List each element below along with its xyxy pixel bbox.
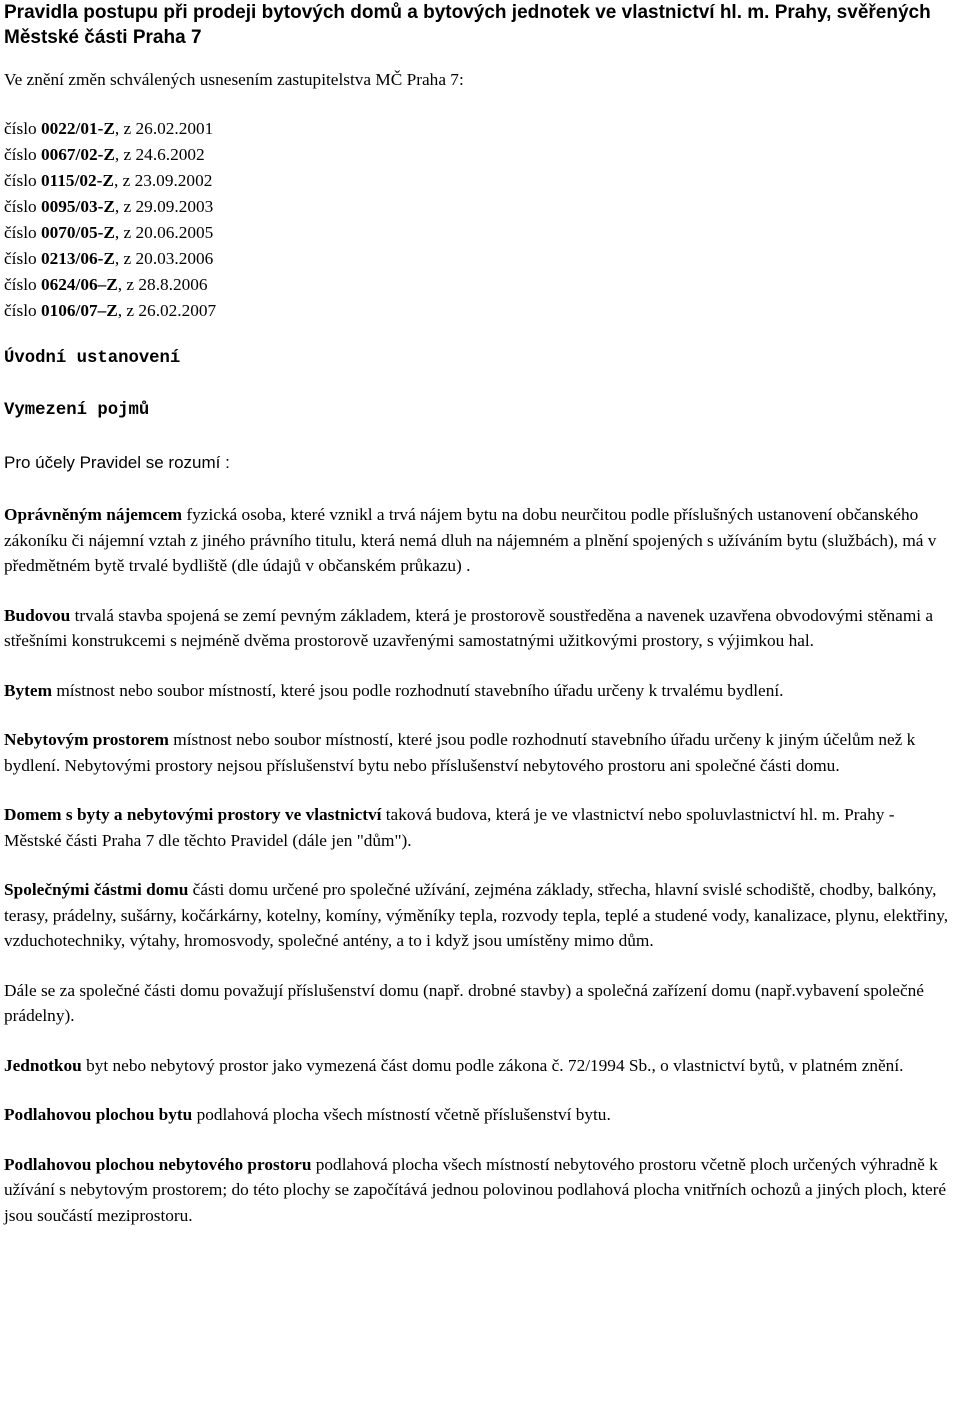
intro-text: Pro účely Pravidel se rozumí : (4, 453, 230, 472)
resolutions-list (4, 116, 956, 324)
definition-text: taková budova, která je ve vlastnictví nebo spoluvlastnictví hl. m. Prahy - Městské části Praha 7 dle těchto Pravidel (dále jen "dům"). (4, 805, 895, 850)
definition-text: místnost nebo soubor místností, které jsou podle rozhodnutí stavebního úřadu určeny k jiným účelům než k bydlení. Nebytovými prostory nejsou příslušenství bytu nebo příslušenství nebytového prostoru ani společné části domu. (4, 730, 916, 775)
definition-podlahova-plocha-bytu (4, 1102, 956, 1128)
subsection-heading: Vymezení pojmů (4, 401, 150, 420)
definition-podlahova-plocha-nebytoveho-prostoru (4, 1152, 956, 1229)
resolution-item: číslo 0213/06-Z, z 20.03.2006 (4, 249, 214, 268)
definition-term: Budovou (4, 605, 71, 625)
definition-opravneny-najemce (4, 502, 956, 579)
resolution-item: číslo 0067/02-Z, z 24.6.2002 (4, 145, 205, 164)
definition-byt (4, 678, 956, 704)
definition-term: Podlahovou plochou nebytového prostoru (4, 1154, 312, 1174)
definition-text: podlahová plocha všech místností nebytového prostoru včetně ploch určených výhradně k užívání s nebytovým prostorem; do této plochy se započítává jednou polovinou podlahová plocha vnitřních ochozů a jiných ploch, které jsou součástí meziprostoru. (4, 1154, 947, 1225)
definition-nebytovy-prostor (4, 727, 956, 778)
definition-dum (4, 802, 956, 853)
resolution-item: číslo 0070/05-Z, z 20.06.2005 (4, 223, 214, 242)
definition-jednotka (4, 1053, 956, 1079)
resolution-item: číslo 0115/02-Z, z 23.09.2002 (4, 171, 213, 190)
definition-term: Domem s byty a nebytovými prostory ve vlastnictví (4, 805, 382, 824)
definition-text: fyzická osoba, které vznikl a trvá nájem bytu na dobu neurčitou podle příslušných ustanovení občanského zákoníku či nájemní vztah z jiného právního titulu, která nemá dluh na nájemném a plnění spojených s užíváním bytu (službách), má v předmětném bytě trvalé bydliště (dle údajů v občanském průkazu) . (4, 505, 937, 575)
definition-text: místnost nebo soubor místností, které jsou podle rozhodnutí stavebního úřadu určeny k trvalému bydlení. (52, 680, 784, 700)
definition-spolecne-casti (4, 877, 956, 954)
document-page (4, 0, 956, 1228)
document-title: Pravidla postupu při prodeji bytových domů a bytových jednotek ve vlastnictví hl. m. Prahy, svěřených Městské části Praha 7 (4, 2, 931, 48)
definition-term: Společnými částmi domu (4, 880, 189, 899)
resolution-item: číslo 0624/06–Z, z 28.8.2006 (4, 275, 208, 294)
amendments-subtitle: Ve znění změn schválených usnesením zastupitelstva MČ Praha 7: (4, 70, 464, 89)
definition-text: byt nebo nebytový prostor jako vymezená část domu podle zákona č. 72/1994 Sb., o vlastnictví bytů, v platném znění. (81, 1055, 904, 1075)
resolution-item: číslo 0022/01-Z, z 26.02.2001 (4, 119, 214, 138)
paragraph-prislusenstvi (4, 978, 956, 1029)
definition-text: trvalá stavba spojená se zemí pevným základem, která je prostorově soustředěna a navenek uzavřena obvodovými stěnami a střešními konstrukcemi s nejméně dvěma prostorově uzavřenými samostatnými užitkovými prostory, s výjimkou hal. (4, 605, 934, 650)
resolution-item: číslo 0095/03-Z, z 29.09.2003 (4, 197, 214, 216)
definition-budova (4, 603, 956, 654)
definition-text: Dále se za společné části domu považují příslušenství domu (např. drobné stavby) a společná zařízení domu (např.vybavení společné prádelny). (4, 980, 924, 1025)
definition-term: Nebytovým prostorem (4, 730, 169, 749)
definition-term: Bytem (4, 680, 52, 700)
definition-text: části domu určené pro společné užívání, zejména základy, střecha, hlavní svislé schodiště, chodby, balkóny, terasy, prádelny, sušárny, kočárkárny, kotelny, komíny, výměníky tepla, rozvody tepla, teplé a studené vody, kanalizace, plynu, elektřiny, vzduchotechniky, výtahy, hromosvody, společné antény, a to i když jsou umístěny mimo dům. (4, 880, 949, 950)
definition-text: podlahová plocha všech místností včetně příslušenství bytu. (192, 1105, 611, 1124)
definition-term: Podlahovou plochou bytu (4, 1105, 193, 1124)
definition-term: Oprávněným nájemcem (4, 505, 183, 524)
resolution-item: číslo 0106/07–Z, z 26.02.2007 (4, 301, 217, 320)
section-heading: Úvodní ustanovení (4, 349, 181, 368)
definition-term: Jednotkou (4, 1055, 82, 1075)
